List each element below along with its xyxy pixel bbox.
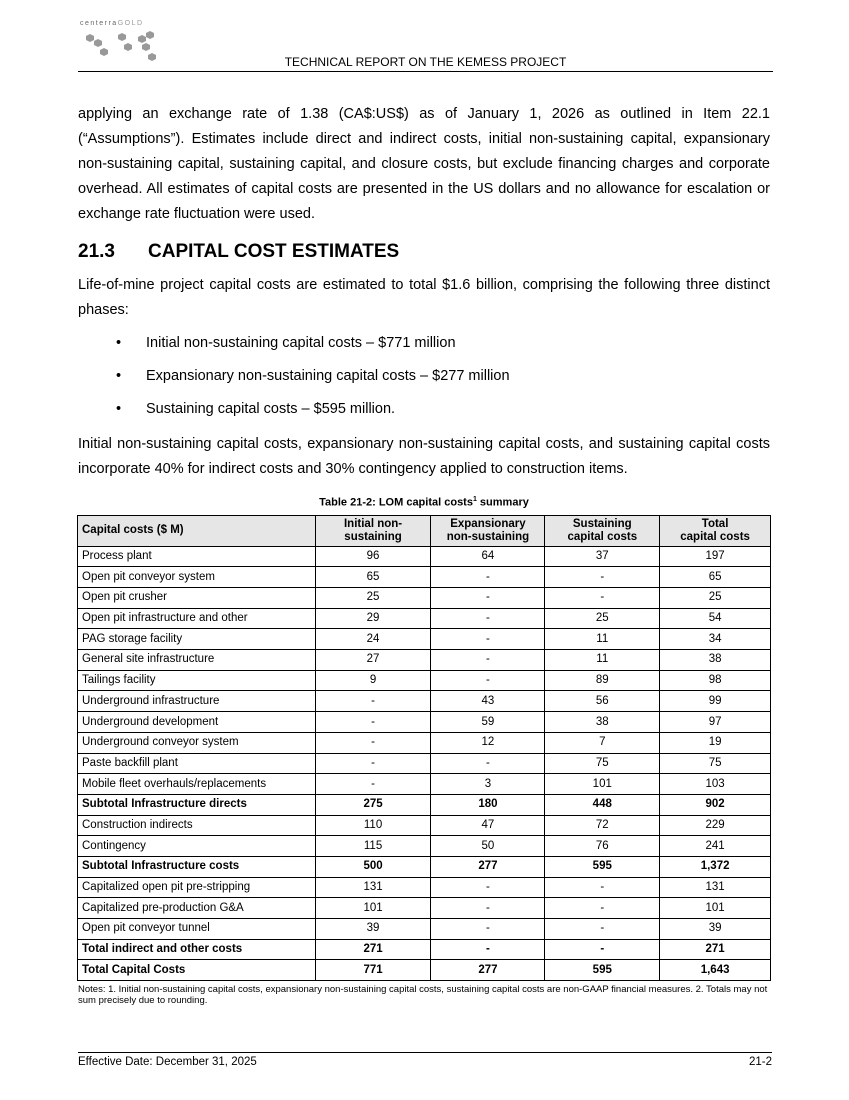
row-label: Open pit infrastructure and other xyxy=(78,608,316,629)
table-row xyxy=(78,588,771,609)
cell-value: - xyxy=(431,650,545,671)
cell-value: - xyxy=(545,567,660,588)
row-label: Subtotal Infrastructure directs xyxy=(78,794,316,815)
cell-value: 595 xyxy=(545,960,660,981)
table-row xyxy=(78,856,771,877)
cell-value: 902 xyxy=(660,794,771,815)
bullet-icon: • xyxy=(116,368,122,384)
cell-value: 38 xyxy=(545,712,660,733)
page-content xyxy=(78,102,770,1006)
row-label: Process plant xyxy=(78,546,316,567)
column-header: Total capital costs xyxy=(660,515,771,546)
cell-value: 110 xyxy=(315,815,431,836)
cell-value: - xyxy=(315,774,431,795)
row-label: Capitalized open pit pre-stripping xyxy=(78,877,316,898)
effective-date: Effective Date: December 31, 2025 xyxy=(78,1056,257,1068)
bullet-icon: • xyxy=(116,335,122,351)
column-header: Expansionary non-sustaining xyxy=(431,515,545,546)
cell-value: 39 xyxy=(660,919,771,940)
row-label: Total Capital Costs xyxy=(78,960,316,981)
cell-value: 97 xyxy=(660,712,771,733)
row-label: PAG storage facility xyxy=(78,629,316,650)
cell-value: 76 xyxy=(545,836,660,857)
table-row xyxy=(78,650,771,671)
column-header: Sustaining capital costs xyxy=(545,515,660,546)
lead-paragraph: Life-of-mine project capital costs are estimated to total $1.6 billion, comprising the following three distinct phases: xyxy=(78,277,770,318)
table-body xyxy=(78,546,771,980)
logo-suffix: GOLD xyxy=(117,20,144,27)
cell-value: 595 xyxy=(545,856,660,877)
table-row xyxy=(78,732,771,753)
cell-value: - xyxy=(315,753,431,774)
cell-value: 72 xyxy=(545,815,660,836)
logo-wordmark xyxy=(80,20,170,27)
cell-value: 11 xyxy=(545,629,660,650)
cell-value: 89 xyxy=(545,670,660,691)
section-heading xyxy=(78,241,770,263)
cell-value: 38 xyxy=(660,650,771,671)
capital-costs-table xyxy=(77,515,771,981)
cell-value: 448 xyxy=(545,794,660,815)
cell-value: 277 xyxy=(431,960,545,981)
cell-value: 27 xyxy=(315,650,431,671)
cell-value: - xyxy=(545,588,660,609)
cell-value: 64 xyxy=(431,546,545,567)
cell-value: 99 xyxy=(660,691,771,712)
cell-value: - xyxy=(315,712,431,733)
table-row xyxy=(78,567,771,588)
section-title: CAPITAL COST ESTIMATES xyxy=(148,241,400,262)
caption-footnote-marker: 1 xyxy=(472,496,477,503)
row-label: General site infrastructure xyxy=(78,650,316,671)
table-row xyxy=(78,877,771,898)
cell-value: - xyxy=(431,939,545,960)
row-label: Capitalized pre-production G&A xyxy=(78,898,316,919)
table-row xyxy=(78,960,771,981)
table-row xyxy=(78,691,771,712)
cell-value: 29 xyxy=(315,608,431,629)
cell-value: 275 xyxy=(315,794,431,815)
cell-value: 19 xyxy=(660,732,771,753)
cell-value: - xyxy=(315,732,431,753)
cell-value: - xyxy=(315,691,431,712)
closing-paragraph: Initial non-sustaining capital costs, expansionary non-sustaining capital costs, and sustaining capital costs incorporate 40% for indirect costs and 30% contingency applied to construction items. xyxy=(78,436,770,477)
cell-value: - xyxy=(431,919,545,940)
list-item xyxy=(78,333,770,353)
cell-value: - xyxy=(431,608,545,629)
list-item-text: Initial non-sustaining capital costs – $771 million xyxy=(146,335,456,351)
cell-value: 271 xyxy=(660,939,771,960)
cell-value: 3 xyxy=(431,774,545,795)
cell-value: 500 xyxy=(315,856,431,877)
cell-value: 56 xyxy=(545,691,660,712)
table-row xyxy=(78,939,771,960)
cell-value: - xyxy=(431,567,545,588)
bullet-icon: • xyxy=(116,401,122,417)
cell-value: 115 xyxy=(315,836,431,857)
cell-value: 101 xyxy=(660,898,771,919)
cell-value: 43 xyxy=(431,691,545,712)
cell-value: 131 xyxy=(660,877,771,898)
cell-value: 50 xyxy=(431,836,545,857)
cell-value: 37 xyxy=(545,546,660,567)
cell-value: 197 xyxy=(660,546,771,567)
row-label: Subtotal Infrastructure costs xyxy=(78,856,316,877)
page-footer xyxy=(78,1052,772,1068)
row-label: Open pit crusher xyxy=(78,588,316,609)
cell-value: 771 xyxy=(315,960,431,981)
cell-value: 241 xyxy=(660,836,771,857)
cell-value: 101 xyxy=(545,774,660,795)
cell-value: 25 xyxy=(315,588,431,609)
column-header: Capital costs ($ M) xyxy=(78,515,316,546)
row-label: Construction indirects xyxy=(78,815,316,836)
cell-value: 34 xyxy=(660,629,771,650)
cell-value: 131 xyxy=(315,877,431,898)
cell-value: 75 xyxy=(545,753,660,774)
intro-paragraph: applying an exchange rate of 1.38 (CA$:US$) as of January 1, 2026 as outlined in Item 22.1 (“Assumptions”). Estimates include direct and indirect costs, initial non-sustaining capital, expansionary non-sustaining capital, sustaining capital, and closure costs, but exclude financing charges and corporate overhead. All estimates of capital costs are presented in the US dollars and no allowance for escalation or exchange rate fluctuation were used. xyxy=(78,106,770,222)
cell-value: - xyxy=(431,753,545,774)
cell-value: - xyxy=(431,670,545,691)
table-row xyxy=(78,670,771,691)
cell-value: 1,372 xyxy=(660,856,771,877)
phase-list xyxy=(78,333,770,419)
cell-value: 98 xyxy=(660,670,771,691)
table-row xyxy=(78,919,771,940)
cell-value: - xyxy=(431,898,545,919)
table-row xyxy=(78,608,771,629)
table-row xyxy=(78,753,771,774)
table-row xyxy=(78,629,771,650)
row-label: Underground infrastructure xyxy=(78,691,316,712)
table-row xyxy=(78,712,771,733)
table-row xyxy=(78,836,771,857)
cell-value: - xyxy=(545,898,660,919)
cell-value: 54 xyxy=(660,608,771,629)
cell-value: 75 xyxy=(660,753,771,774)
cell-value: 65 xyxy=(660,567,771,588)
cell-value: 25 xyxy=(660,588,771,609)
cell-value: - xyxy=(545,919,660,940)
table-row xyxy=(78,774,771,795)
row-label: Underground development xyxy=(78,712,316,733)
cell-value: 47 xyxy=(431,815,545,836)
row-label: Paste backfill plant xyxy=(78,753,316,774)
table-notes: Notes: 1. Initial non-sustaining capital costs, expansionary non-sustaining capital costs, sustaining capital costs are non-GAAP financial measures. 2. Totals may not sum precisely due to rounding. xyxy=(78,984,768,1007)
table-row xyxy=(78,546,771,567)
cell-value: 103 xyxy=(660,774,771,795)
cell-value: 101 xyxy=(315,898,431,919)
logo-brand: centerra xyxy=(80,20,118,27)
table-row xyxy=(78,794,771,815)
list-item-text: Sustaining capital costs – $595 million. xyxy=(146,401,396,417)
cell-value: 271 xyxy=(315,939,431,960)
cell-value: 11 xyxy=(545,650,660,671)
cell-value: 59 xyxy=(431,712,545,733)
row-label: Contingency xyxy=(78,836,316,857)
row-label: Underground conveyor system xyxy=(78,732,316,753)
list-item xyxy=(78,366,770,386)
row-label: Open pit conveyor tunnel xyxy=(78,919,316,940)
cell-value: 39 xyxy=(315,919,431,940)
cell-value: 277 xyxy=(431,856,545,877)
cell-value: 25 xyxy=(545,608,660,629)
cell-value: - xyxy=(431,629,545,650)
cell-value: 7 xyxy=(545,732,660,753)
row-label: Open pit conveyor system xyxy=(78,567,316,588)
column-header: Initial non- sustaining xyxy=(315,515,431,546)
cell-value: 12 xyxy=(431,732,545,753)
cell-value: - xyxy=(545,877,660,898)
table-caption xyxy=(78,496,770,509)
cell-value: 1,643 xyxy=(660,960,771,981)
caption-text: Table 21-2: LOM capital costs xyxy=(319,496,473,509)
cell-value: 65 xyxy=(315,567,431,588)
cell-value: 229 xyxy=(660,815,771,836)
table-row xyxy=(78,815,771,836)
caption-suffix: summary xyxy=(476,496,529,509)
section-number: 21.3 xyxy=(78,241,115,262)
cell-value: - xyxy=(545,939,660,960)
report-title: TECHNICAL REPORT ON THE KEMESS PROJECT xyxy=(78,55,773,72)
row-label: Mobile fleet overhauls/replacements xyxy=(78,774,316,795)
row-label: Tailings facility xyxy=(78,670,316,691)
list-item-text: Expansionary non-sustaining capital costs – $277 million xyxy=(146,368,510,384)
cell-value: 24 xyxy=(315,629,431,650)
cell-value: - xyxy=(431,877,545,898)
row-label: Total indirect and other costs xyxy=(78,939,316,960)
table-row xyxy=(78,898,771,919)
list-item xyxy=(78,399,770,419)
cell-value: 9 xyxy=(315,670,431,691)
table-header-row xyxy=(78,515,771,546)
cell-value: - xyxy=(431,588,545,609)
cell-value: 180 xyxy=(431,794,545,815)
page-number: 21-2 xyxy=(748,1056,772,1068)
cell-value: 96 xyxy=(315,546,431,567)
